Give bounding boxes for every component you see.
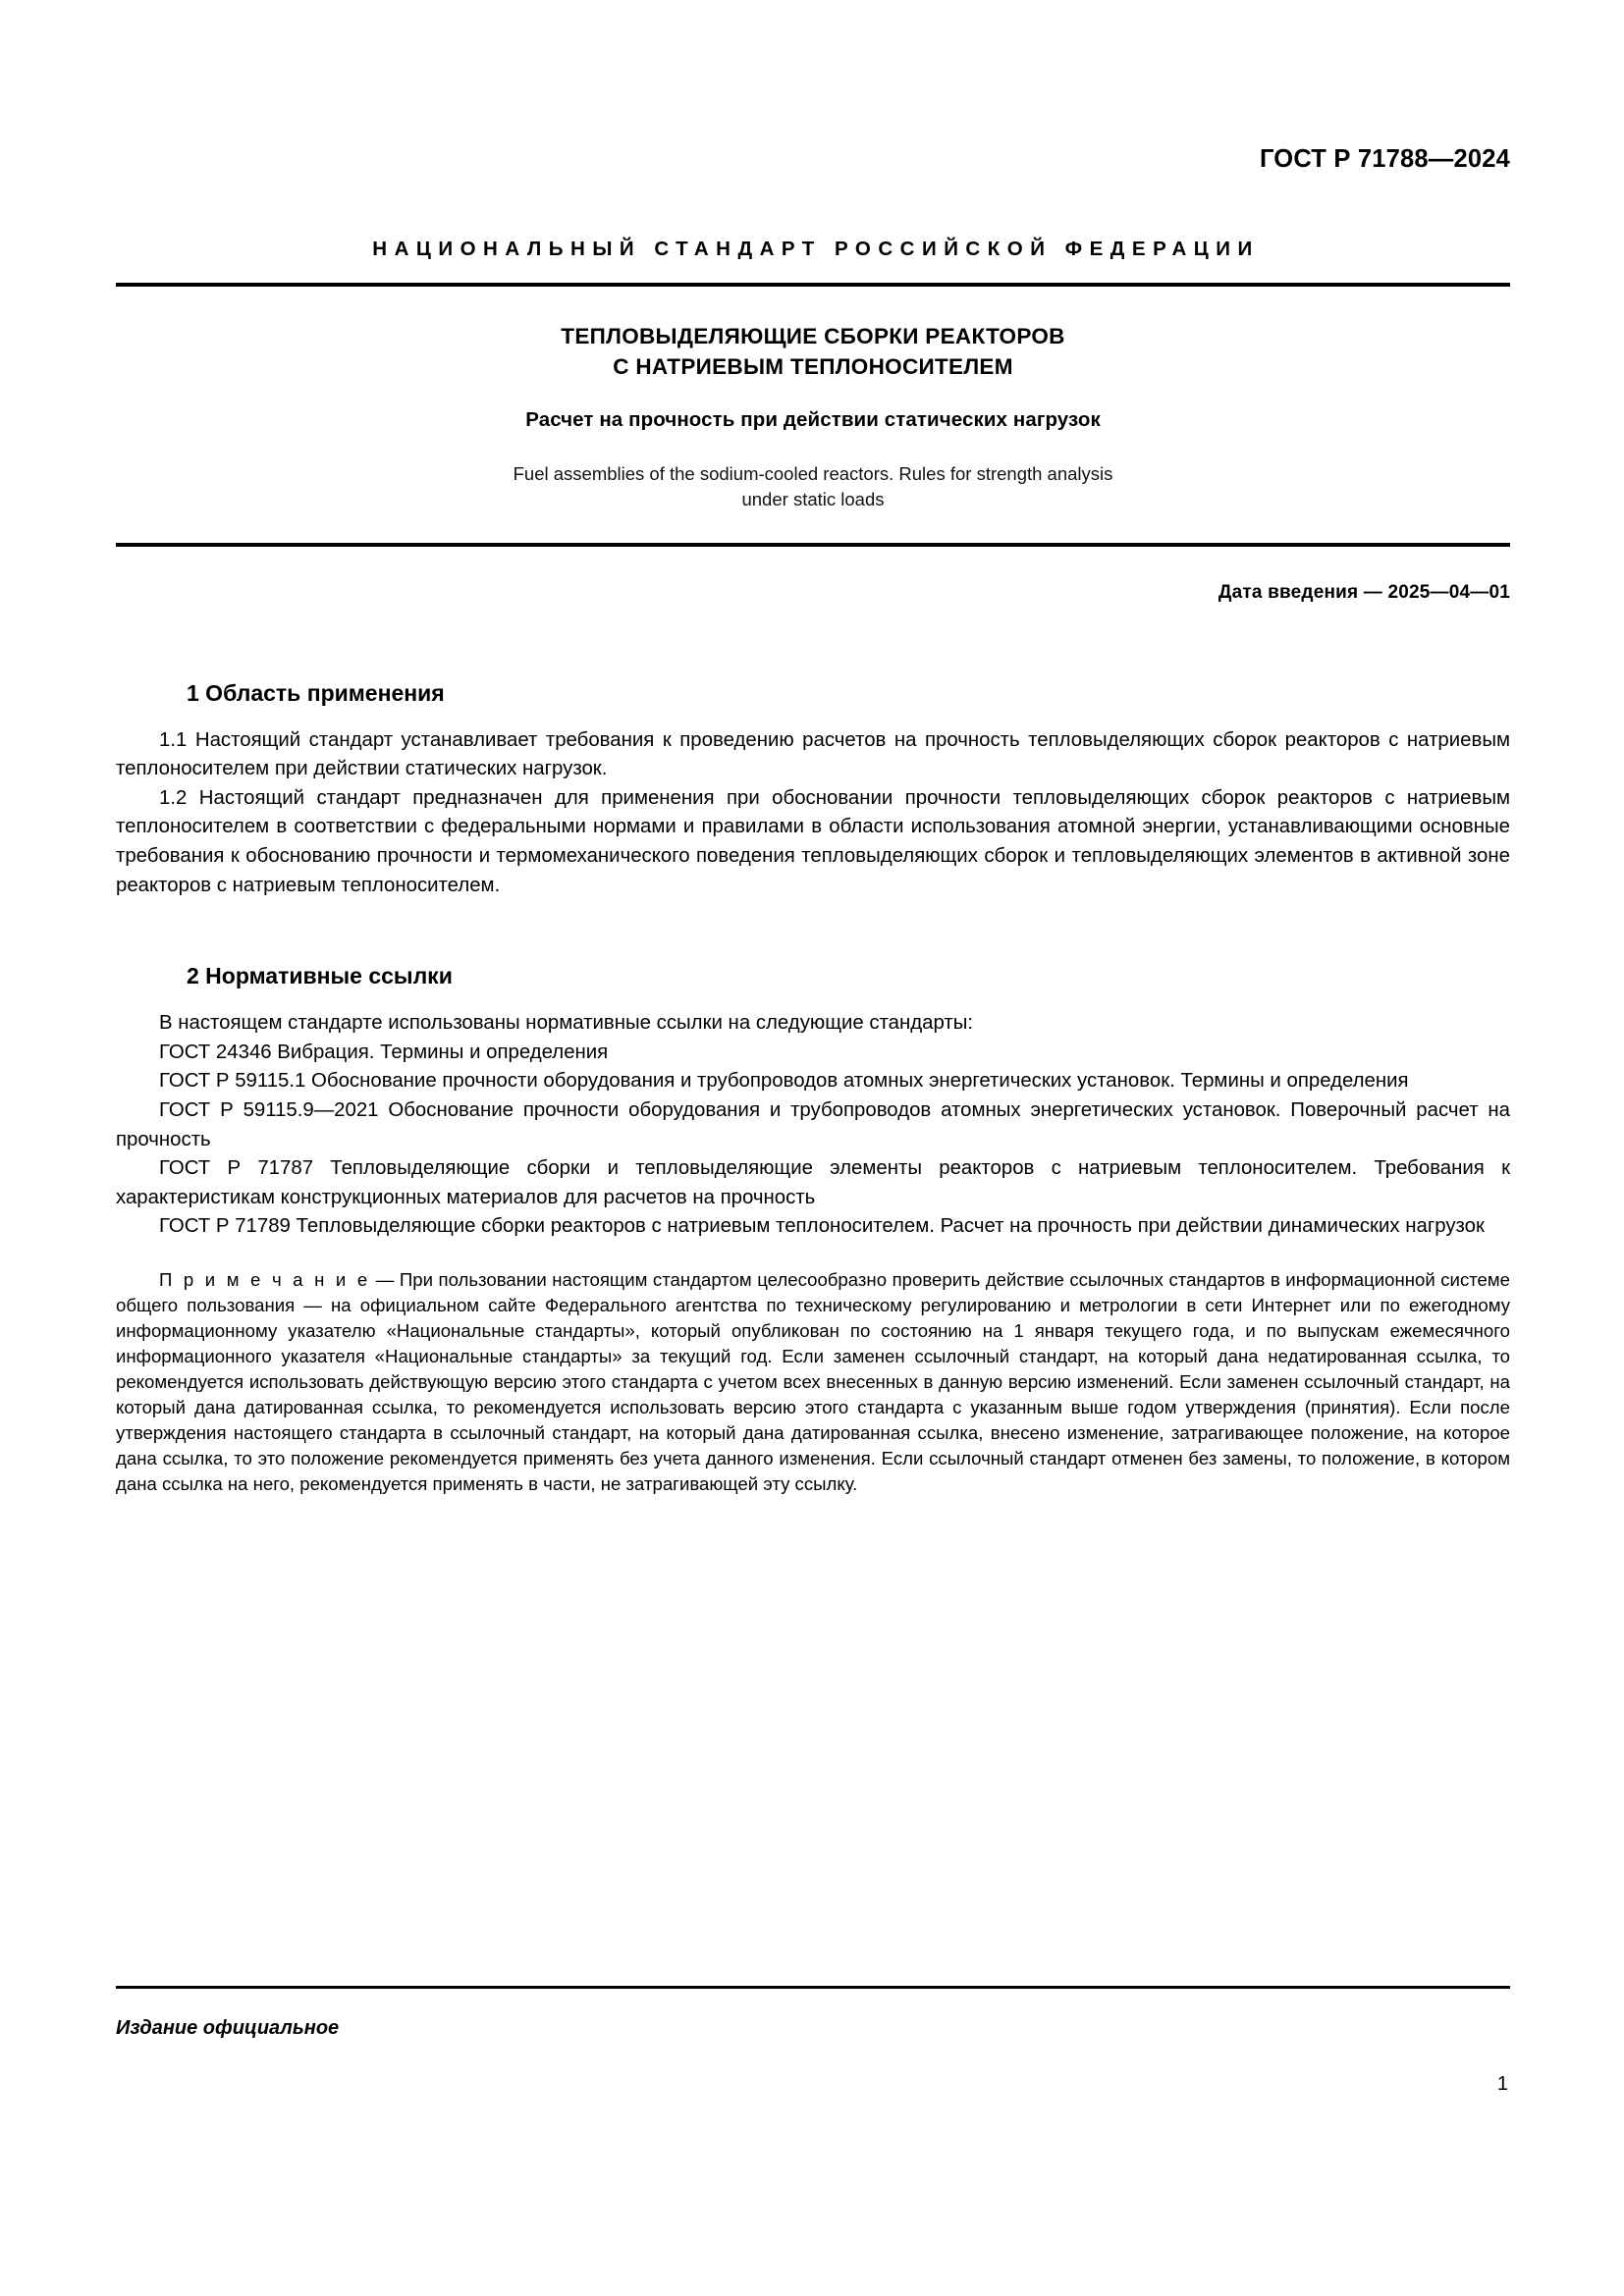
reference-item: ГОСТ Р 71787 Тепловыделяющие сборки и тепловыделяющие элементы реакторов с натриевым теплоносителем. Требования к характеристикам конструкционных материалов для расчетов на прочность [116,1157,1510,1208]
page-content [116,0,1510,1497]
national-standard-line: НАЦИОНАЛЬНЫЙ СТАНДАРТ РОССИЙСКОЙ ФЕДЕРАЦИИ [372,238,1260,260]
reference-item: ГОСТ Р 59115.1 Обоснование прочности оборудования и трубопроводов атомных энергетических установок. Термины и определения [159,1070,1409,1093]
reference-item: ГОСТ 24346 Вибрация. Термины и определения [159,1041,609,1063]
normative-references-lead: В настоящем стандарте использованы нормативные ссылки на следующие стандарты: [159,1012,974,1035]
reference-item: ГОСТ Р 71789 Тепловыделяющие сборки реакторов с натриевым теплоносителем. Расчет на прочность при действии динамических нагрузок [159,1215,1485,1238]
document-title-english [116,461,1510,513]
section-heading-normative-references: 2 Нормативные ссылки [187,963,453,989]
paragraph-1-2: 1.2 Настоящий стандарт предназначен для применения при обосновании прочности тепловыделяющих сборок реакторов с натриевым теплоносителем в соответствии с федеральными нормами и правилами в области использования атомной энергии, устанавливающими основные требования к обоснованию прочности и термомеханического поведения тепловыделяющих сборок и тепловыделяющих элементов в активной зоне реакторов с натриевым теплоносителем. [116,786,1510,896]
page-number: 1 [1496,2073,1508,2095]
reference-item: ГОСТ Р 59115.9—2021 Обоснование прочности оборудования и трубопроводов атомных энергетических установок. Поверочный расчет на прочность [116,1098,1510,1150]
footer-divider [116,1986,1510,1989]
title-block [116,287,1510,513]
note-text: — При пользовании настоящим стандартом целесообразно проверить действие ссылочных стандартов в информационной системе общего пользования — на официальном сайте Федерального агентства по техническому регулированию и метрологии в сети Интернет или по ежегодному информационному указателю «Национальные стандарты», который опубликован по состоянию на 1 января текущего года, и по выпускам ежемесячного информационного указателя «Национальные стандарты» за текущий год. Если заменен ссылочный стандарт, на который дана недатированная ссылка, то рекомендуется использовать действующую версию этого стандарта с учетом всех внесенных в данную версию изменений. Если заменен ссылочный стандарт, на который дана датированная ссылка, то рекомендуется использовать версию этого стандарта с указанным выше годом утверждения (принятия). Если после утверждения настоящего стандарта в ссылочный стандарт, на который дана датированная ссылка, внесено изменение, затрагивающее положение, на которое дана ссылка, то это положение рекомендуется применять без учета данного изменения. Если ссылочный стандарт отменен без замены, то положение, в котором дана ссылка на него, рекомендуется применять в части, не затрагивающей эту ссылку. [116,1268,1511,1495]
normative-references-list [116,1009,1510,1242]
document-title-english-line2: under static loads [741,489,885,510]
paragraph-1-1: 1.1 Настоящий стандарт устанавливает требования к проведению расчетов на прочность тепловыделяющих сборок реакторов с натриевым теплоносителем при действии статических нагрузок. [116,728,1510,780]
introduction-date: Дата введения — 2025—04—01 [1218,581,1510,603]
header-divider-bottom [116,543,1510,547]
document-subtitle: Расчет на прочность при действии статических нагрузок [525,408,1101,432]
official-edition-label: Издание официальное [116,2017,340,2039]
document-title [116,322,1510,382]
document-title-line1: ТЕПЛОВЫДЕЛЯЮЩИЕ СБОРКИ РЕАКТОРОВ [561,324,1065,348]
note-label: П р и м е ч а н и е [159,1268,371,1290]
normative-references-note [116,1267,1510,1497]
section-heading-scope: 1 Область применения [187,679,445,706]
document-code: ГОСТ Р 71788—2024 [1259,145,1510,173]
document-title-line2: С НАТРИЕВЫМ ТЕПЛОНОСИТЕЛЕМ [613,353,1013,379]
document-title-english-line1: Fuel assemblies of the sodium-cooled reactors. Rules for strength analysis [513,463,1113,485]
